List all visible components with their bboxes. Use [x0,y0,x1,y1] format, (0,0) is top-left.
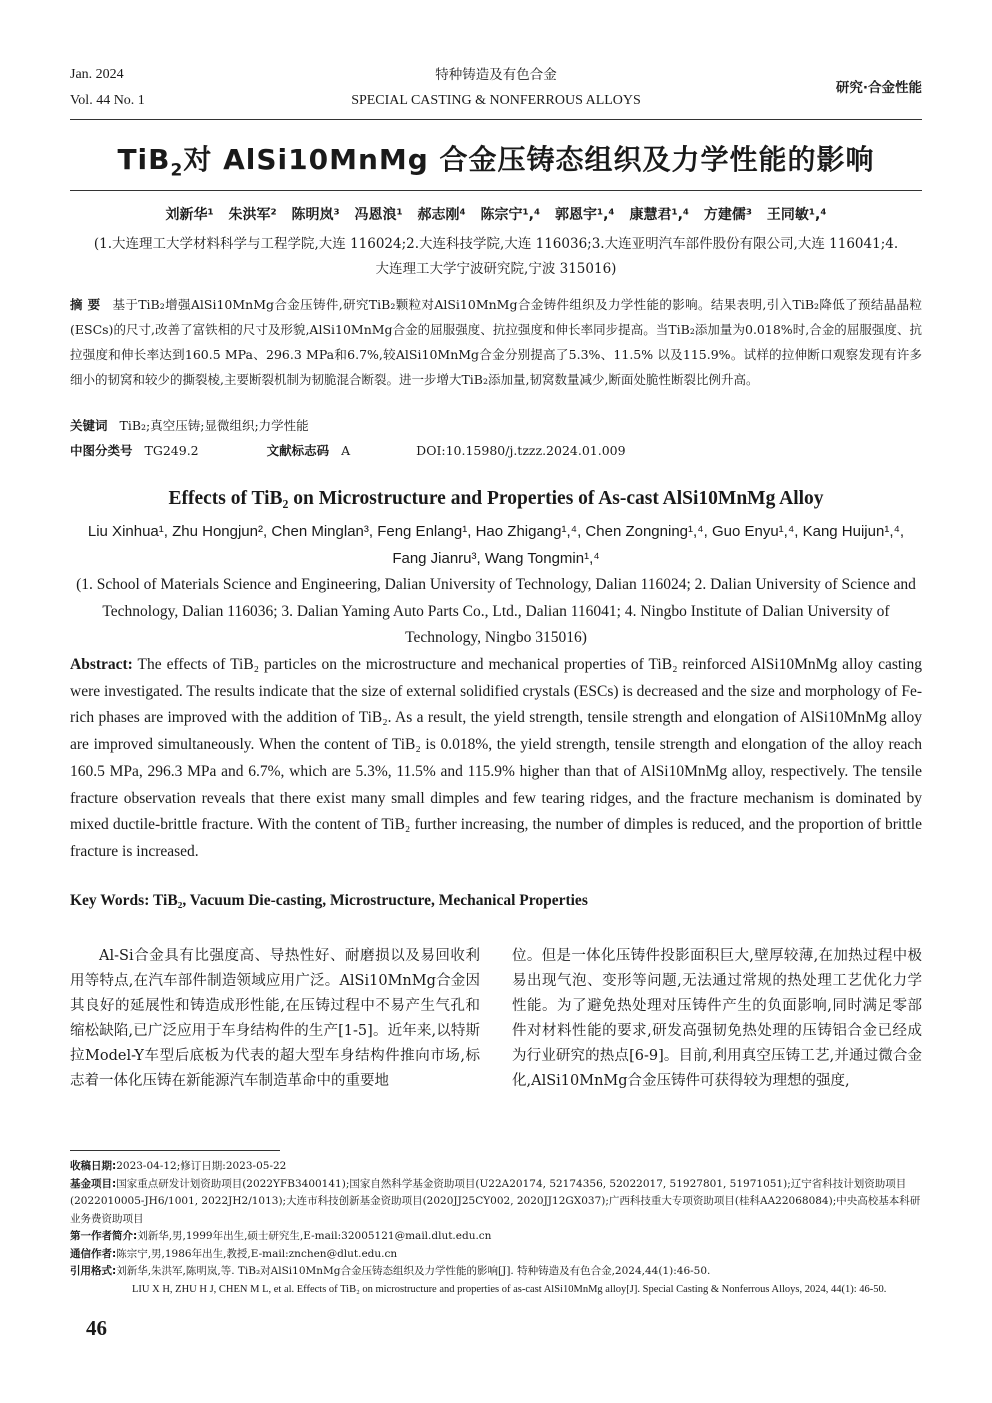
keywords-en-label: Key Words: [70,892,150,909]
paper-title-en: Effects of TiB₂ on Microstructure and Properties of As-cast AlSi10MnMg Alloy [168,488,824,509]
header-rule [70,119,922,120]
footnote-fund: 基金项目:国家重点研发计划资助项目(2022YFB3400141);国家自然科学基金资助项目(U22A20174, 52174356, 52022017, 51927801, 51971051);辽宁省科技计划资助项目(2022010005-JH6/1001, 2022JH2/1013);大连市科技创新基金资助项目(2020JJ25CY002, 2020JJ12GX037);广西科技重大专项资助项目(桂科AA22068084);中央高校基本科研业务费资助项目 [70,1177,921,1225]
abstract-en [70,652,922,866]
abstract-en-text: The effects of TiB₂ particles on the microstructure and mechanical properties of TiB₂ reinforced AlSi10MnMg alloy casting were investigated. The results indicate that the size of external solidified crystals (ESCs) is decreased and the size and morphology of Fe-rich phases are improved with the addition of TiB₂. As a result, the yield strength, tensile strength and elongation of AlSi10MnMg alloy are improved simultaneously. When the content of TiB₂ is 0.018%, the yield strength, tensile strength and elongation of the alloy reach 160.5 MPa, 296.3 MPa and 6.7%, which are 5.3%, 11.5% and 115.9% higher than that of AlSi10MnMg alloy, respectively. The tensile fracture observation reveals that there exist many small dimples and few tearing ridges, and the fracture mechanism is dominated by mixed ductile-brittle fracture. With the content of TiB₂ further increasing, the number of dimples is reduced, and the proportion of brittle fracture is increased. [70,656,922,860]
title-prefix: TiB [117,143,171,176]
issue-volume: Vol. 44 No. 1 [70,93,145,108]
authors-en: Liu Xinhua¹, Zhu Hongjun², Chen Minglan³, Feng Enlang¹, Hao Zhigang¹,⁴, Chen Zongning¹,⁴, Guo Enyu¹,⁴, Kang Huijun¹,⁴, Fang Jianru³, Wang Tongmin¹,⁴ [87,523,905,567]
footnote-citation-cn: 引用格式:刘新华,朱洪军,陈明岚,等. TiB₂对AlSi10MnMg合金压铸态组织及力学性能的影响[J]. 特种铸造及有色合金,2024,44(1):46-50. [70,1265,711,1277]
footnote-first-author: 第一作者简介:刘新华,男,1999年出生,硕士研究生,E-mail:32005121@mail.dlut.edu.cn [70,1230,492,1242]
abstract-cn-text: 基于TiB₂增强AlSi10MnMg合金压铸件,研究TiB₂颗粒对AlSi10MnMg合金铸件组织及力学性能的影响。结果表明,引入TiB₂降低了预结晶晶粒(ESCs)的尺寸,改善了富铁相的尺寸及形貌,AlSi10MnMg合金的屈服强度、抗拉强度和伸长率同步提高。当TiB₂添加量为0.018%时,合金的屈服强度、抗拉强度和伸长率达到160.5 MPa、296.3 MPa和6.7%,较AlSi10MnMg合金分别提高了5.3%、11.5% 以及115.9%。试样的拉伸断口观察发现有许多细小的韧窝和较少的撕裂棱,主要断裂机制为韧脆混合断裂。进一步增大TiB₂添加量,韧窝数量减少,断面处脆性断裂比例升高。 [70,297,922,387]
doc-code-label: 文献标志码 [266,443,330,458]
page-number: 46 [86,1316,107,1340]
classification-row [70,441,922,459]
keywords-en-text: TiB₂, Vacuum Die-casting, Microstructure, Mechanical Properties [152,892,588,909]
authors-cn: 刘新华¹ 朱洪军² 陈明岚³ 冯恩浪¹ 郝志刚⁴ 陈宗宁¹,⁴ 郭恩宇¹,⁴ 康慧君¹,⁴ 方建儒³ 王同敏¹,⁴ [165,207,827,223]
keywords-cn-text: TiB₂;真空压铸;显微组织;力学性能 [119,418,309,433]
abstract-cn-label: 摘 要 [70,297,101,312]
title-rule [70,190,922,191]
footnotes [70,1158,922,1298]
title-subscript: 2 [170,160,184,181]
body-column-left: Al-Si合金具有比强度高、导热性好、耐磨损以及易回收利用等特点,在汽车部件制造领域应用广泛。AlSi10MnMg合金因其良好的延展性和铸造成形性能,在压铸过程中不易产生气孔和缩松缺陷,已广泛应用于车身结构件的生产[1-5]。近年来,以特斯拉Model-Y车型后底板为代表的超大型车身结构件推向市场,标志着一体化压铸在新能源汽车制造革命中的重要地 [70,948,480,1089]
paper-title-cn [70,138,922,181]
body-column-right: 位。但是一体化压铸件投影面积巨大,壁厚较薄,在加热过程中极易出现气泡、变形等问题,无法通过常规的热处理工艺优化力学性能。为了避免热处理对压铸件产生的负面影响,同时满足零部件对材料性能的要求,研发高强韧免热处理的压铸铝合金已经成为行业研究的热点[6-9]。目前,利用真空压铸工艺,并通过微合金化,AlSi10MnMg合金压铸件可获得较为理想的强度, [512,948,922,1089]
footnote-citation-en: LIU X H, ZHU H J, CHEN M L, et al. Effects of TiB₂ on microstructure and properties of as-cast AlSi10MnMg alloy[J]. Special Casting & Nonferrous Alloys, 2024, 44(1): 46-50. [132,1283,887,1295]
keywords-cn-label: 关键词 [70,418,108,433]
affiliations-cn: (1.大连理工大学材料科学与工程学院,大连 116024;2.大连科技学院,大连 116036;3.大连亚明汽车部件股份有限公司,大连 116041;4.大连理工大学宁波研究院,宁波 315016) [93,236,899,277]
journal-name-en: SPECIAL CASTING & NONFERROUS ALLOYS [351,93,641,108]
title-rest: 对 AlSi10MnMg 合金压铸态组织及力学性能的影响 [183,143,875,176]
keywords-en [70,892,922,910]
section-label: 研究·合金性能 [835,80,922,96]
issue-date: Jan. 2024 [70,67,124,82]
abstract-en-label: Abstract: [70,656,133,673]
clc-code: TG249.2 [144,443,199,458]
abstract-cn [70,292,922,392]
affiliations-en: (1. School of Materials Science and Engineering, Dalian University of Technology, Dalian 116024; 2. Dalian University of Science and Technology, Dalian 116036; 3. Dalian Yaming Auto Parts Co., Ltd., Dalian 116041; 4. Ningbo Institute of Dalian University of Technology, Ningbo 315016) [76,576,916,646]
doi: DOI:10.15980/j.tzzz.2024.01.009 [416,443,626,458]
clc-label: 中图分类号 [70,443,133,458]
journal-name [70,62,922,114]
keywords-cn [70,416,309,434]
footnote-received: 收稿日期:2023-04-12;修订日期:2023-05-22 [70,1160,287,1172]
running-header [70,62,922,112]
footnote-rule [70,1150,280,1151]
footnote-corresponding: 通信作者:陈宗宁,男,1986年出生,教授,E-mail:znchen@dlut.edu.cn [70,1247,398,1260]
doc-code: A [341,443,351,458]
journal-name-cn: 特种铸造及有色合金 [435,67,557,83]
